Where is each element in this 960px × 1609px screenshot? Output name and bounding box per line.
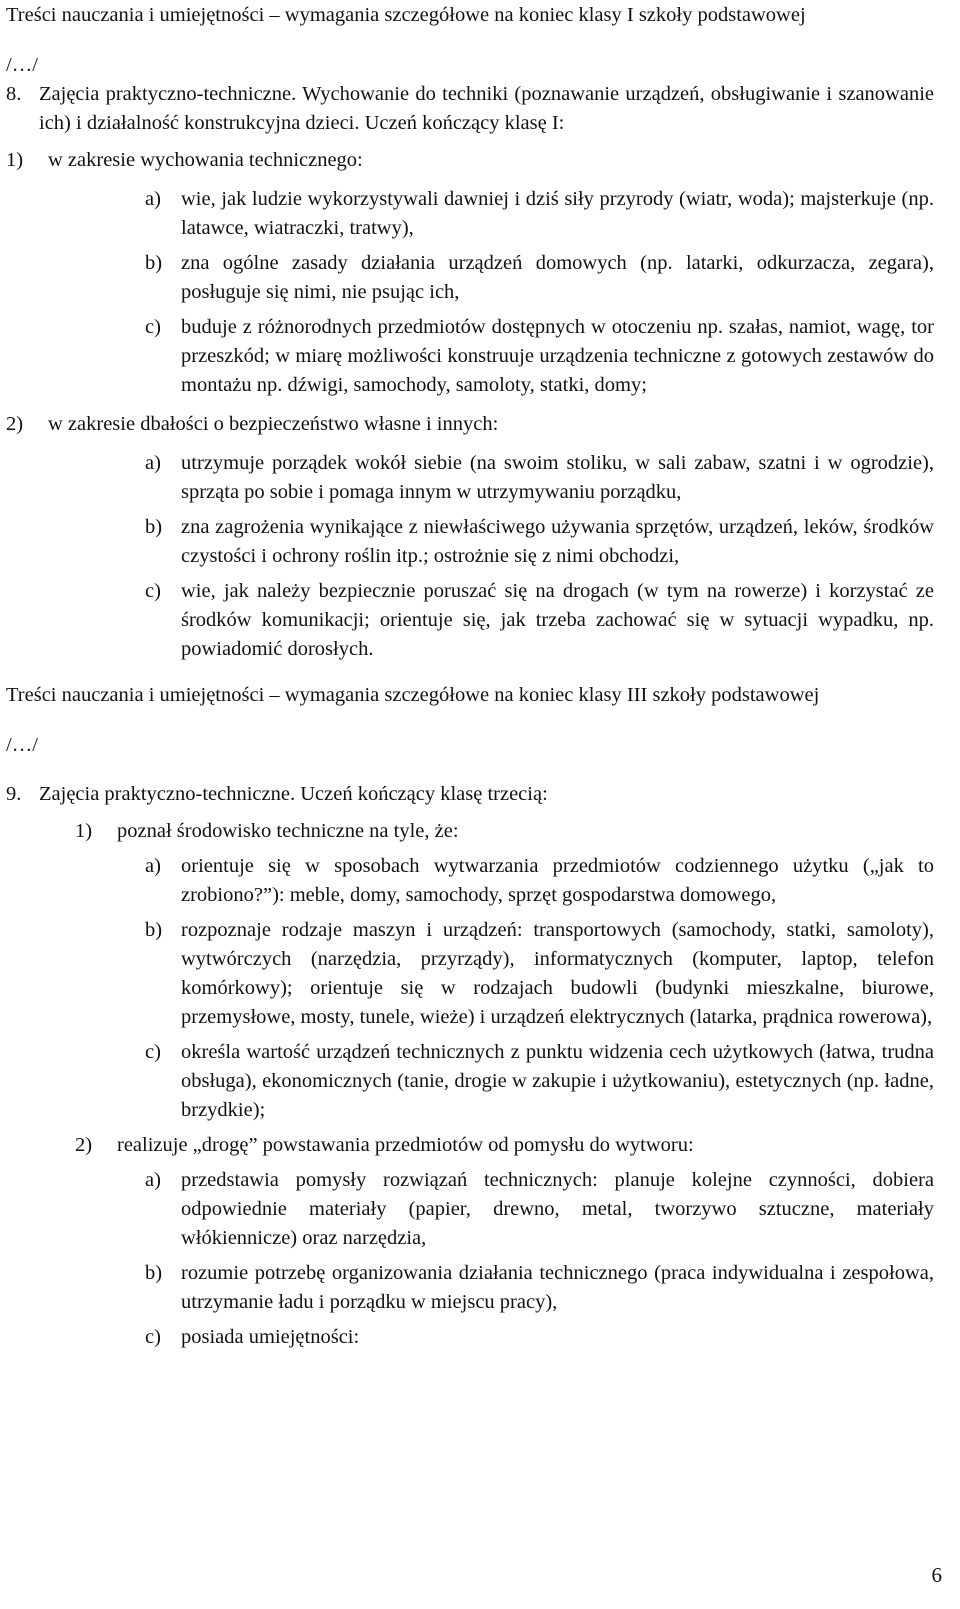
list-item [145,1166,934,1253]
item-text: zna zagrożenia wynikające z niewłaściwego używania sprzętów, urządzeń, leków, środków czystości i ochrony roślin itp.; ostrożnie się z nimi obchodzi, [181,516,934,567]
item-text: określa wartość urządzeń technicznych z punktu widzenia cech użytkowych (łatwa, trudna obsługa), ekonomicznych (tanie, drogie w zakupie i użytkowaniu), estetycznych (np. ładne, brzydkie); [181,1041,934,1121]
omission-marker: /…/ [6,734,38,756]
group-number: 1) [75,820,93,842]
item-letter: c) [145,1041,161,1063]
point-text: Zajęcia praktyczno-techniczne. Uczeń kończący klasę trzecią: [39,783,548,805]
item-text: orientuje się w sposobach wytwarzania przedmiotów codziennego użytku („jak to zrobiono?”): meble, domy, samochody, sprzęt gospodarstwa domowego, [181,855,934,906]
item-text: buduje z różnorodnych przedmiotów dostępnych w otoczeniu np. szałas, namiot, wagę, tor przeszkód; w miarę możliwości konstruuje urządzenia techniczne z gotowych zestawów do montażu np. dźwigi, samochody, samoloty, statki, domy; [181,316,934,396]
point-number: 8. [6,83,22,105]
point-8 [6,80,934,138]
item-text: rozumie potrzebę organizowania działania technicznego (praca indywidualna i zespołowa, utrzymanie ładu i porządku w miejscu pracy), [181,1262,934,1313]
item-letter: a) [145,452,161,474]
list-item [145,1323,934,1352]
group-1 [6,146,934,175]
item-letter: a) [145,855,161,877]
item-letter: b) [145,516,163,538]
item-letter: c) [145,316,161,338]
item-letter: c) [145,1326,161,1348]
group-2 [6,410,934,439]
item-text: wie, jak ludzie wykorzystywali dawniej i dziś siły przyrody (wiatr, woda); majsterkuje (np. latawce, wiatraczki, tratwy), [181,188,934,239]
section-heading-class-3: Treści nauczania i umiejętności – wymagania szczegółowe na koniec klasy III szkoły podstawowej [6,684,820,706]
group-1 [75,817,934,846]
section-heading-class-1: Treści nauczania i umiejętności – wymagania szczegółowe na koniec klasy I szkoły podstawowej [6,4,806,26]
group-number: 2) [6,413,24,435]
group-text: poznał środowisko techniczne na tyle, że: [117,820,459,842]
list-item [145,852,934,910]
item-text: posiada umiejętności: [181,1326,360,1348]
item-letter: a) [145,1169,161,1191]
list-item [145,1259,934,1317]
group-2 [75,1131,934,1160]
item-letter: c) [145,580,161,602]
list-item [145,1038,934,1125]
point-text: Zajęcia praktyczno-techniczne. Wychowanie do techniki (poznawanie urządzeń, obsługiwanie i szanowanie ich) i działalność konstrukcyjna dzieci. Uczeń kończący klasę I: [39,83,934,134]
group-text: w zakresie wychowania technicznego: [48,149,363,171]
list-item [145,513,934,571]
item-letter: a) [145,188,161,210]
item-text: zna ogólne zasady działania urządzeń domowych (np. latarki, odkurzacza, zegara), posługuje się nimi, nie psując ich, [181,252,934,303]
item-letter: b) [145,252,163,274]
document-page [6,0,934,1352]
group-text: realizuje „drogę” powstawania przedmiotów od pomysłu do wytworu: [117,1134,694,1156]
item-text: utrzymuje porządek wokół siebie (na swoim stoliku, w sali zabaw, szatni i w ogrodzie), sprząta po sobie i pomaga innym w utrzymywaniu porządku, [181,452,934,503]
list-item [145,185,934,243]
item-letter: b) [145,919,163,941]
list-item [145,449,934,507]
item-text: rozpoznaje rodzaje maszyn i urządzeń: transportowych (samochody, statki, samoloty), wytwórczych (narzędzia, przyrządy), informatycznych (komputer, laptop, telefon komórkowy); orientuje się w rodzajach budowli (budynki mieszkalne, biurowe, przemysłowe, mosty, tunele, wieże) i urządzeń elektrycznych (latarka, prądnica rowerowa), [181,919,934,1028]
list-item [145,313,934,400]
item-letter: b) [145,1262,163,1284]
list-item [145,916,934,1032]
item-text: wie, jak należy bezpiecznie poruszać się na drogach (w tym na rowerze) i korzystać ze środków komunikacji; orientuje się, jak trzeba zachować się w sytuacji wypadku, np. powiadomić dorosłych. [181,580,934,660]
group-text: w zakresie dbałości o bezpieczeństwo własne i innych: [48,413,499,435]
page-number: 6 [931,1563,942,1587]
group-number: 2) [75,1134,93,1156]
item-text: przedstawia pomysły rozwiązań technicznych: planuje kolejne czynności, dobiera odpowiednie materiały (papier, drewno, metal, tworzywo sztuczne, materiały włókiennicze) oraz narzędzia, [181,1169,934,1249]
list-item [145,249,934,307]
list-item [145,577,934,664]
point-9 [6,780,934,809]
omission-marker: /…/ [6,54,38,76]
group-number: 1) [6,149,24,171]
point-number: 9. [6,783,22,805]
